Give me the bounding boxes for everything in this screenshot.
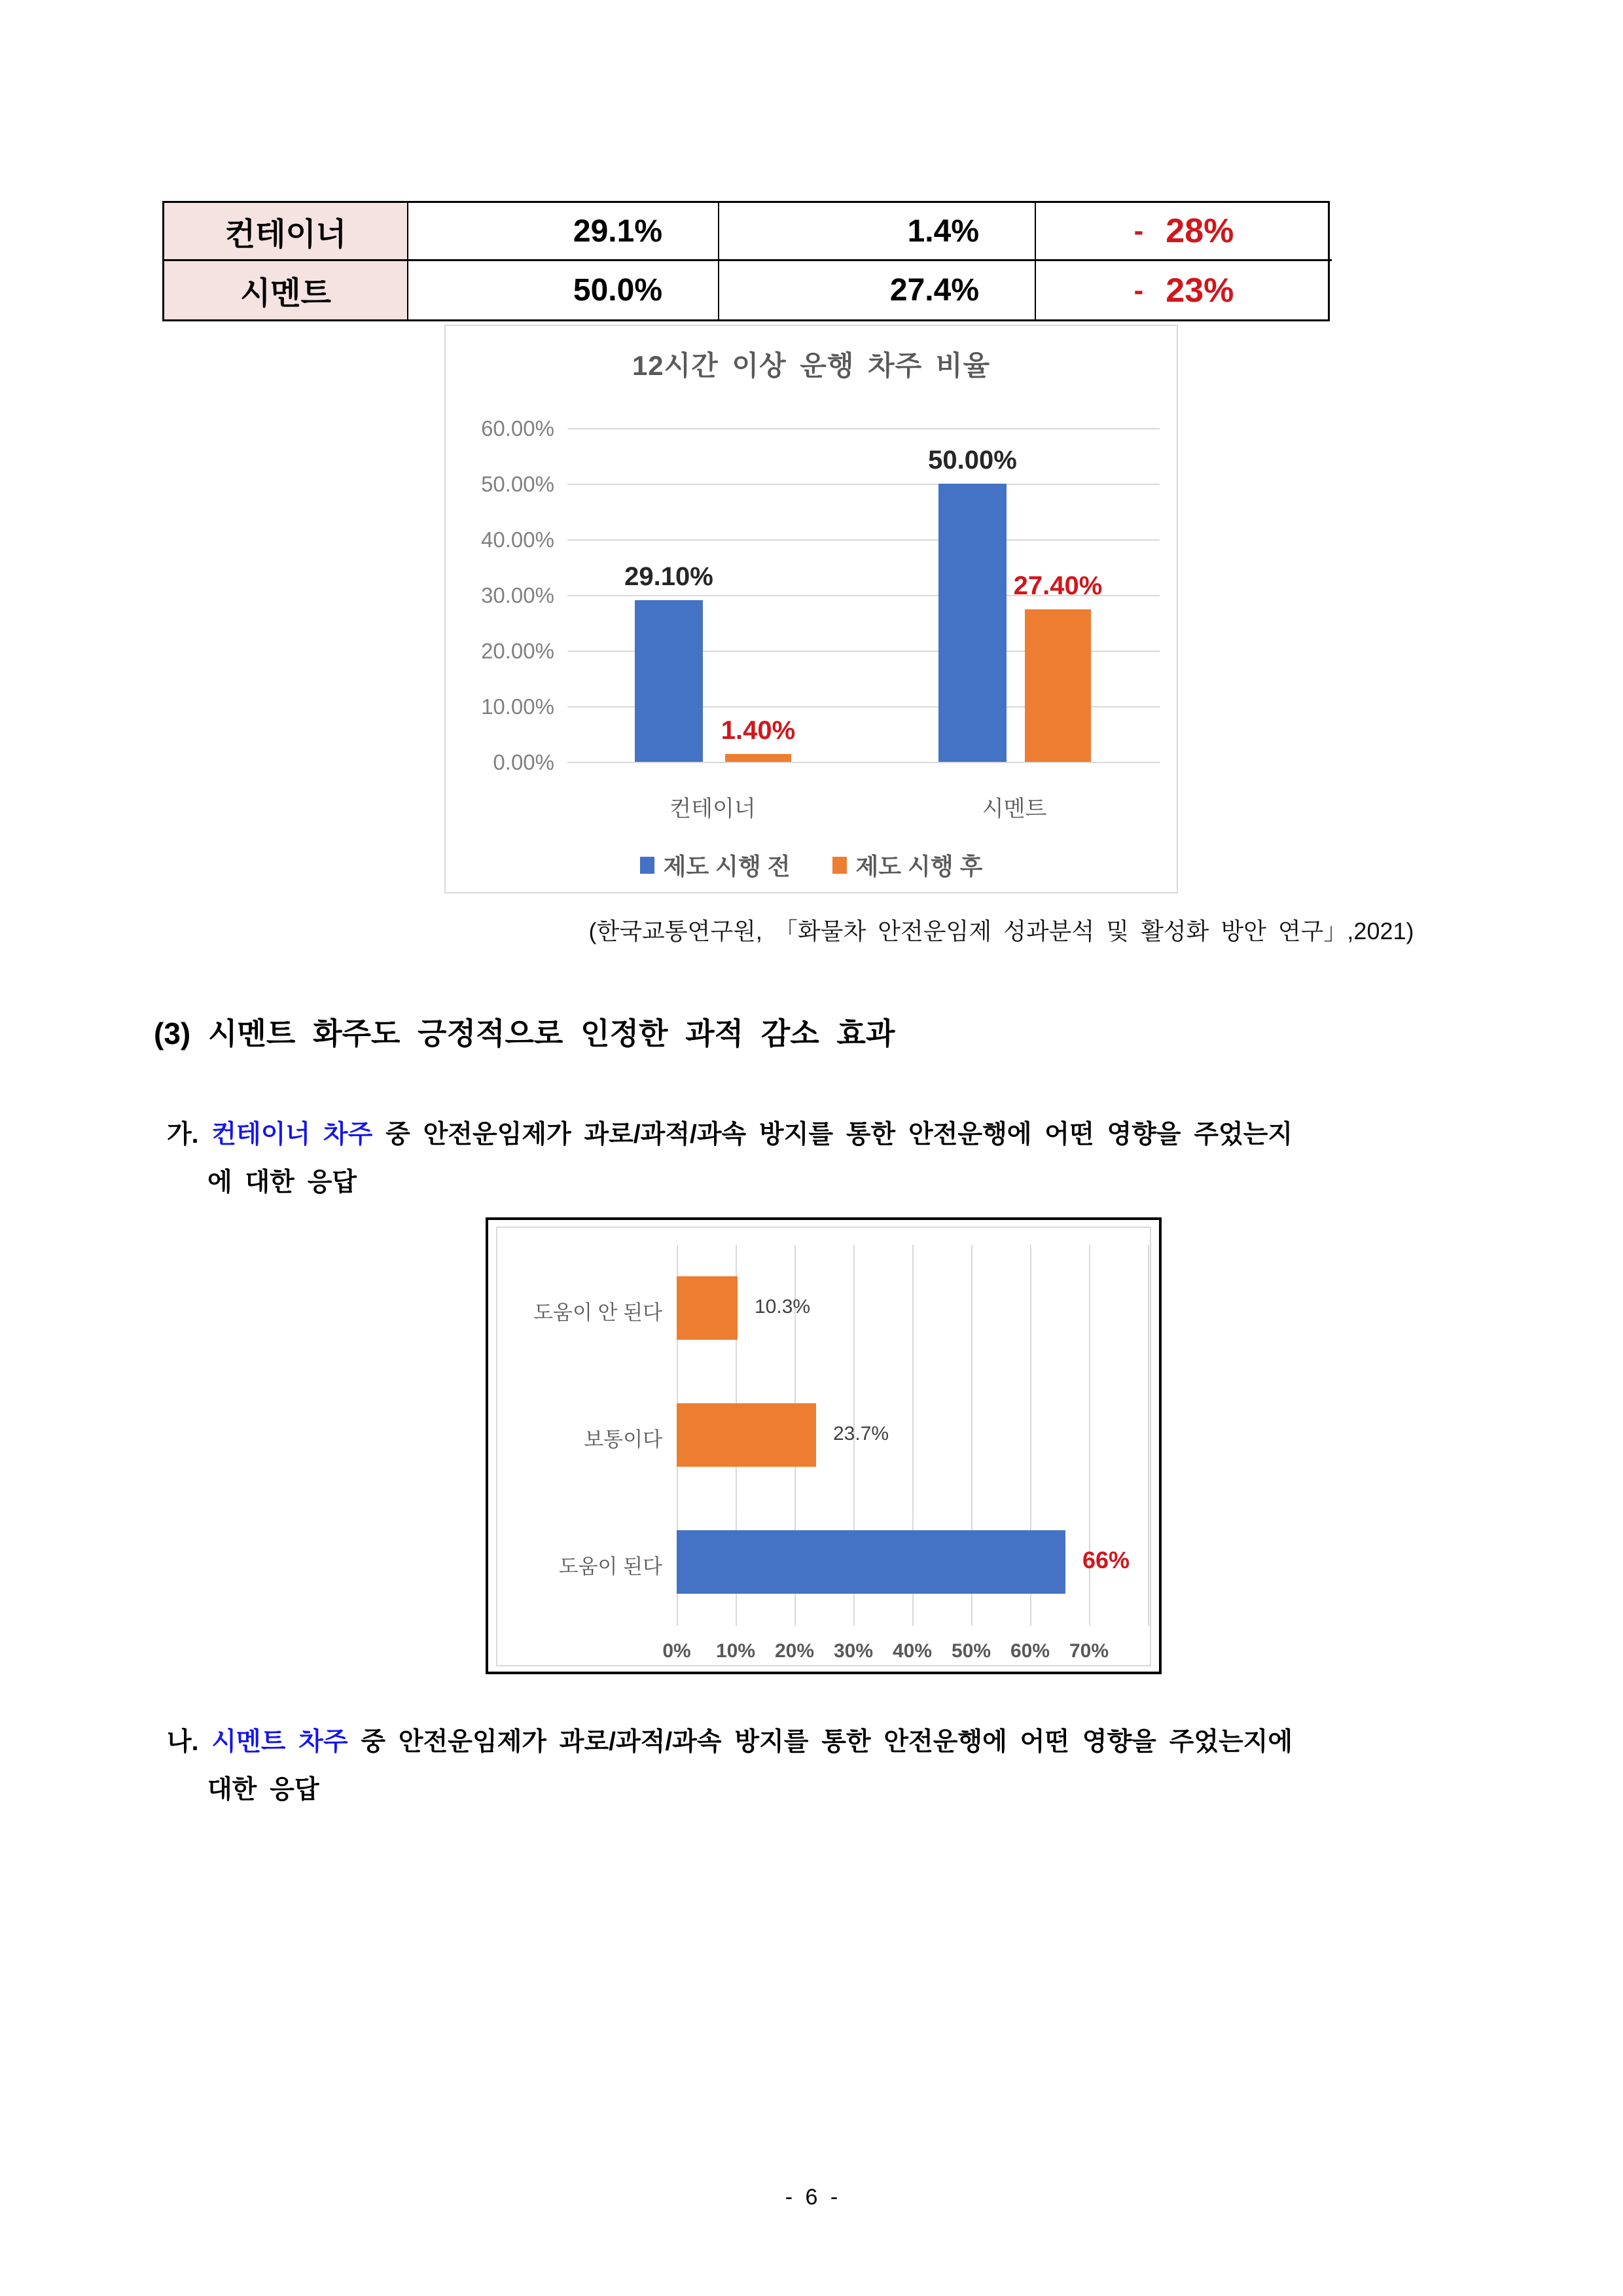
bar-제도 시행 전 — [938, 484, 1007, 762]
item-ga-paragraph — [167, 1117, 1482, 1201]
gridline — [567, 428, 1160, 429]
table-cell-after: 1.4% — [719, 203, 1036, 261]
table-cell-before: 29.1% — [408, 203, 719, 261]
gridline — [567, 762, 1160, 763]
bar-value-label: 10.3% — [755, 1295, 811, 1318]
gridline — [567, 484, 1160, 485]
x-category-label: 컨테이너 — [669, 797, 756, 821]
gridline — [1148, 1245, 1149, 1626]
bar-도움이 된다 — [677, 1530, 1065, 1594]
bar-도움이 안 된다 — [677, 1276, 738, 1340]
chart-legend — [446, 848, 1177, 882]
source-citation: (한국교통연구원, 「화물차 안전운임제 성과분석 및 활성화 방안 연구」,2021) — [588, 918, 1414, 944]
x-axis-tick: 70% — [1069, 1640, 1109, 1662]
x-axis-tick: 10% — [715, 1640, 756, 1662]
legend-label: 제도 시행 전 — [663, 853, 791, 880]
chart-container-owner-survey — [486, 1217, 1162, 1674]
item-na-paragraph — [167, 1724, 1482, 1808]
minus-sign: - — [1133, 215, 1144, 247]
legend-swatch — [640, 857, 654, 874]
x-axis-tick: 30% — [833, 1640, 874, 1662]
item-na-line2: 대한 응답 — [207, 1776, 319, 1804]
comparison-table — [162, 201, 1330, 321]
item-ga-line2: 에 대한 응답 — [207, 1168, 357, 1196]
x-axis-tick: 60% — [1010, 1640, 1050, 1662]
bar-제도 시행 후 — [1025, 609, 1091, 762]
x-axis-tick: 40% — [892, 1640, 933, 1662]
chart-title: 12시간 이상 운행 차주 비율 — [632, 350, 991, 381]
y-axis-tick: 60.00% — [481, 416, 554, 440]
y-axis-tick: 30.00% — [481, 583, 554, 607]
legend-item — [832, 848, 983, 882]
y-axis-tick: 0.00% — [493, 750, 554, 774]
category-label: 도움이 된다 — [558, 1554, 662, 1578]
category-label: 도움이 안 된다 — [533, 1300, 662, 1324]
item-ga-line1 — [167, 1117, 1482, 1153]
item-marker: 나. — [167, 1728, 199, 1756]
y-axis-tick: 10.00% — [481, 694, 554, 719]
table-cell-delta — [1036, 261, 1332, 319]
x-axis-tick: 20% — [774, 1640, 815, 1662]
minus-sign: - — [1133, 274, 1144, 306]
x-axis-tick: 0% — [662, 1640, 691, 1662]
legend-item — [640, 848, 791, 882]
bar-제도 시행 후 — [725, 754, 791, 762]
bar-value-label: 66% — [1082, 1546, 1130, 1573]
table-cell-delta — [1036, 203, 1332, 261]
table-cell-before: 50.0% — [408, 261, 719, 319]
chart-12h-driving-ratio — [444, 325, 1178, 893]
gridline — [567, 539, 1160, 541]
page-number: - 6 - — [785, 2185, 838, 2210]
item-text: 중 안전운임제가 과로/과적/과속 방지를 통한 안전운행에 어떤 영향을 주었는지 — [372, 1121, 1293, 1149]
highlighted-text: 시멘트 차주 — [211, 1728, 348, 1756]
highlighted-text: 컨테이너 차주 — [211, 1121, 373, 1149]
legend-label: 제도 시행 후 — [855, 853, 983, 880]
bar-value-label: 29.10% — [624, 562, 713, 591]
delta-value: 28% — [1166, 212, 1234, 250]
category-label: 보통이다 — [584, 1427, 662, 1451]
x-axis-tick: 50% — [951, 1640, 991, 1662]
bar-value-label: 1.40% — [721, 716, 796, 745]
item-text: 중 안전운임제가 과로/과적/과속 방지를 통한 안전운행에 어떤 영향을 주었는지에 — [348, 1728, 1293, 1756]
bar-value-label: 50.00% — [928, 446, 1017, 475]
table-cell-after: 27.4% — [719, 261, 1036, 319]
table-row-label: 시멘트 — [164, 261, 408, 319]
section-heading: (3) 시멘트 화주도 긍정적으로 인정한 과적 감소 효과 — [154, 1016, 895, 1050]
legend-swatch — [832, 857, 847, 874]
bar-value-label: 27.40% — [1013, 571, 1103, 600]
bar-보통이다 — [677, 1403, 816, 1467]
y-axis-tick: 50.00% — [481, 472, 554, 496]
item-marker: 가. — [167, 1121, 199, 1149]
table-row-label: 컨테이너 — [164, 203, 408, 261]
item-na-line1 — [167, 1724, 1482, 1761]
delta-value: 23% — [1166, 271, 1234, 310]
y-axis-tick: 40.00% — [481, 528, 554, 552]
y-axis-tick: 20.00% — [481, 639, 554, 663]
bar-value-label: 23.7% — [833, 1422, 889, 1444]
x-category-label: 시멘트 — [982, 797, 1047, 821]
